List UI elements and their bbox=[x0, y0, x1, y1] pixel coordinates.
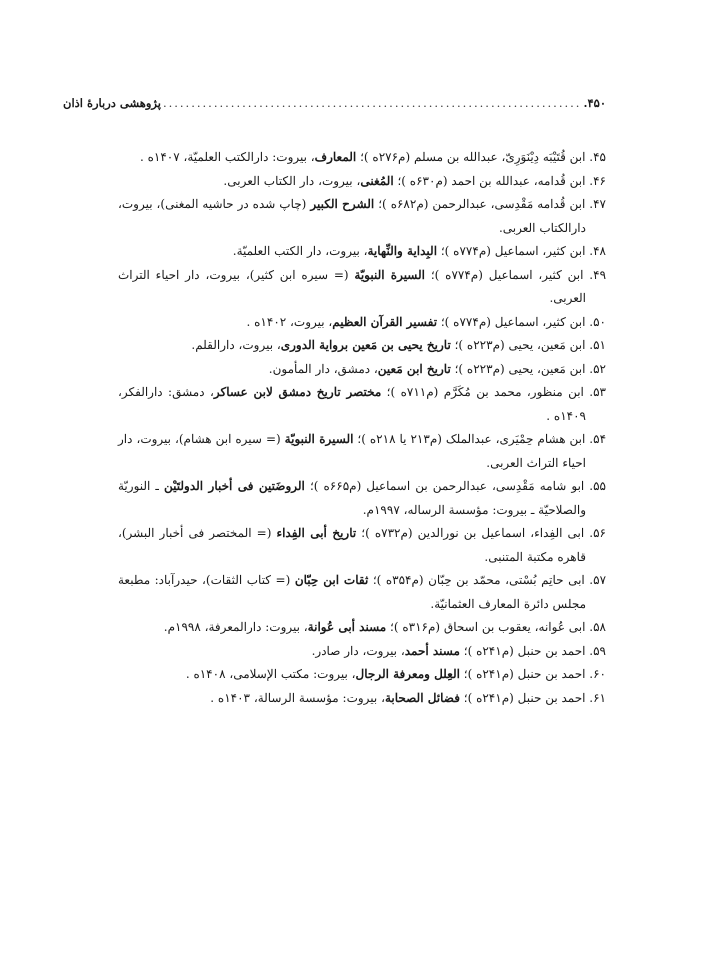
bibliography-entry: ۵۶. ابی الفِداء، اسماعیل بن نورالدین (م۷۳۲ه )؛ تاریخ أبی الفِداء (= المختصر فی أخبار البشر)، قاهره مکتبة المتنبی. bbox=[118, 526, 606, 564]
work-title: تاریخ أبی الفِداء bbox=[276, 526, 357, 540]
work-title: السیرة النبویّة bbox=[284, 432, 354, 446]
bibliography-entry: ۵۰. ابن کثیر، اسماعیل (م۷۷۴ه )؛ تفسیر القرآن العظیم، بیروت، ۱۴۰۲ه . bbox=[246, 314, 606, 329]
bibliography-entry: ۶۱. احمد بن حنبل (م۲۴۱ه )؛ فضائل الصحابة، بیروت: مؤسسة الرسالة، ۱۴۰۳ه . bbox=[210, 690, 606, 705]
work-title: الشرح الکبیر bbox=[310, 197, 375, 211]
bibliography-entry: ۴۵. ابن قُتَیْبَه دِیْنَوَرِیّ، عبدالله بن مسلم (م۲۷۶ه )؛ المعارف، بیروت: دارالکتب العلمیّة، ۱۴۰۷ه . bbox=[139, 150, 606, 164]
leader-dots: .......................................................................... bbox=[162, 96, 582, 110]
work-title: تاریخ ابن مَعین bbox=[377, 361, 451, 376]
bibliography-entry: ۵۹. احمد بن حنبل (م۲۴۱ه )؛ مسند أحمد، بیروت، دار صادر. bbox=[311, 643, 606, 658]
work-title: ثقات ابن حِبّان bbox=[294, 573, 369, 587]
work-title: تفسیر القرآن العظیم bbox=[332, 314, 438, 329]
work-title: البِدایة والنِّهایة bbox=[367, 244, 438, 258]
book-title: پژوهشی دربارهٔ اذان bbox=[63, 96, 161, 110]
work-title: مسند أبی عُوانة bbox=[307, 620, 387, 634]
bibliography-entry: ۴۶. ابن قُدامه، عبدالله بن احمد (م۶۳۰ه )؛ المُغنی، بیروت، دار الکتاب العربی. bbox=[223, 173, 606, 188]
bibliography-entry: ۴۹. ابن کثیر، اسماعیل (م۷۷۴ه )؛ السیرة النبویّة (= سیره ابن کثیر)، بیروت، دار احیاء التراث العربی. bbox=[118, 267, 607, 305]
work-title: مسند أحمد bbox=[404, 643, 460, 658]
bibliography-entry: ۵۸. ابی عُوانه، یعقوب بن اسحاق (م۳۱۶ه )؛ مسند أبی عُوانة، بیروت: دارالمعرفة، ۱۹۹۸م. bbox=[163, 620, 606, 634]
bibliography-entry: ۵۳. ابن منظور، محمد بن مُکَرَّم (م۷۱۱ه )؛ مختصر تاریخ دمشق لابن عساکر، دمشق: دارالفکر، ۱۴۰۹ه . bbox=[118, 385, 606, 423]
work-title: مختصر تاریخ دمشق لابن عساکر bbox=[213, 385, 382, 399]
bibliography-entry: ۴۷. ابن قُدامه مَقْدِسی، عبدالرحمن (م۶۸۲ه )؛ الشرح الکبیر (چاپ شده در حاشیه المغنی)، بیروت، دارالکتاب العربی. bbox=[118, 197, 606, 235]
bibliography-entry: ۵۱. ابن مَعین، یحیی (م۲۲۳ه )؛ تاریخ یحیی بن مَعین بروایة الدوری، بیروت، دارالقلم. bbox=[191, 338, 606, 352]
bibliography-list bbox=[118, 146, 606, 710]
work-title: تاریخ یحیی بن مَعین بروایة الدوری bbox=[280, 338, 451, 352]
page-number: ۴۵۰. bbox=[583, 96, 606, 110]
work-title: العِلل ومعرفة الرجال bbox=[355, 667, 460, 681]
bibliography-entry: ۶۰. احمد بن حنبل (م۲۴۱ه )؛ العِلل ومعرفة الرجال، بیروت: مکتب الإسلامی، ۱۴۰۸ه . bbox=[185, 667, 606, 681]
bibliography-entry: ۵۴. ابن هشام حِمْیَری، عبدالملک (م۲۱۳ یا ۲۱۸ه )؛ السیرة النبویّة (= سیره ابن هشام)، بیروت، دار احیاء التراث العربی. bbox=[118, 432, 607, 470]
bibliography-entry: ۵۷. ابی حاتِم بُسْتی، محمّد بن حِبّان (م۳۵۴ه )؛ ثقات ابن حِبّان (= کتاب الثقات)، حیدرآباد: مطبعة مجلس دائرة المعارف العثمانیّة. bbox=[118, 573, 607, 611]
running-header bbox=[63, 96, 606, 116]
bibliography-entry: ۴۸. ابن کثیر، اسماعیل (م۷۷۴ه )؛ البِدایة والنِّهایة، بیروت، دار الکتب العلمیّة. bbox=[232, 244, 606, 258]
work-title: المُغنی bbox=[360, 173, 394, 188]
work-title: الروضَتین فی أخبار الدولتَیْن bbox=[164, 479, 305, 493]
work-title: السیرة النبویّة bbox=[354, 267, 426, 282]
document-page bbox=[63, 96, 607, 710]
work-title: فضائل الصحابة bbox=[384, 690, 460, 705]
work-title: المعارف bbox=[314, 150, 357, 164]
bibliography-entry: ۵۲. ابن مَعین، یحیی (م۲۲۳ه )؛ تاریخ ابن مَعین، دمشق، دار المأمون. bbox=[268, 361, 606, 376]
bibliography-entry: ۵۵. ابو شامه مَقْدِسی، عبدالرحمن بن اسماعیل (م۶۶۵ه )؛ الروضَتین فی أخبار الدولتَیْن ـ النوریّة والصلاحیّة ـ بیروت: مؤسسة الرساله، ۱۹۹۷م. bbox=[118, 479, 606, 517]
